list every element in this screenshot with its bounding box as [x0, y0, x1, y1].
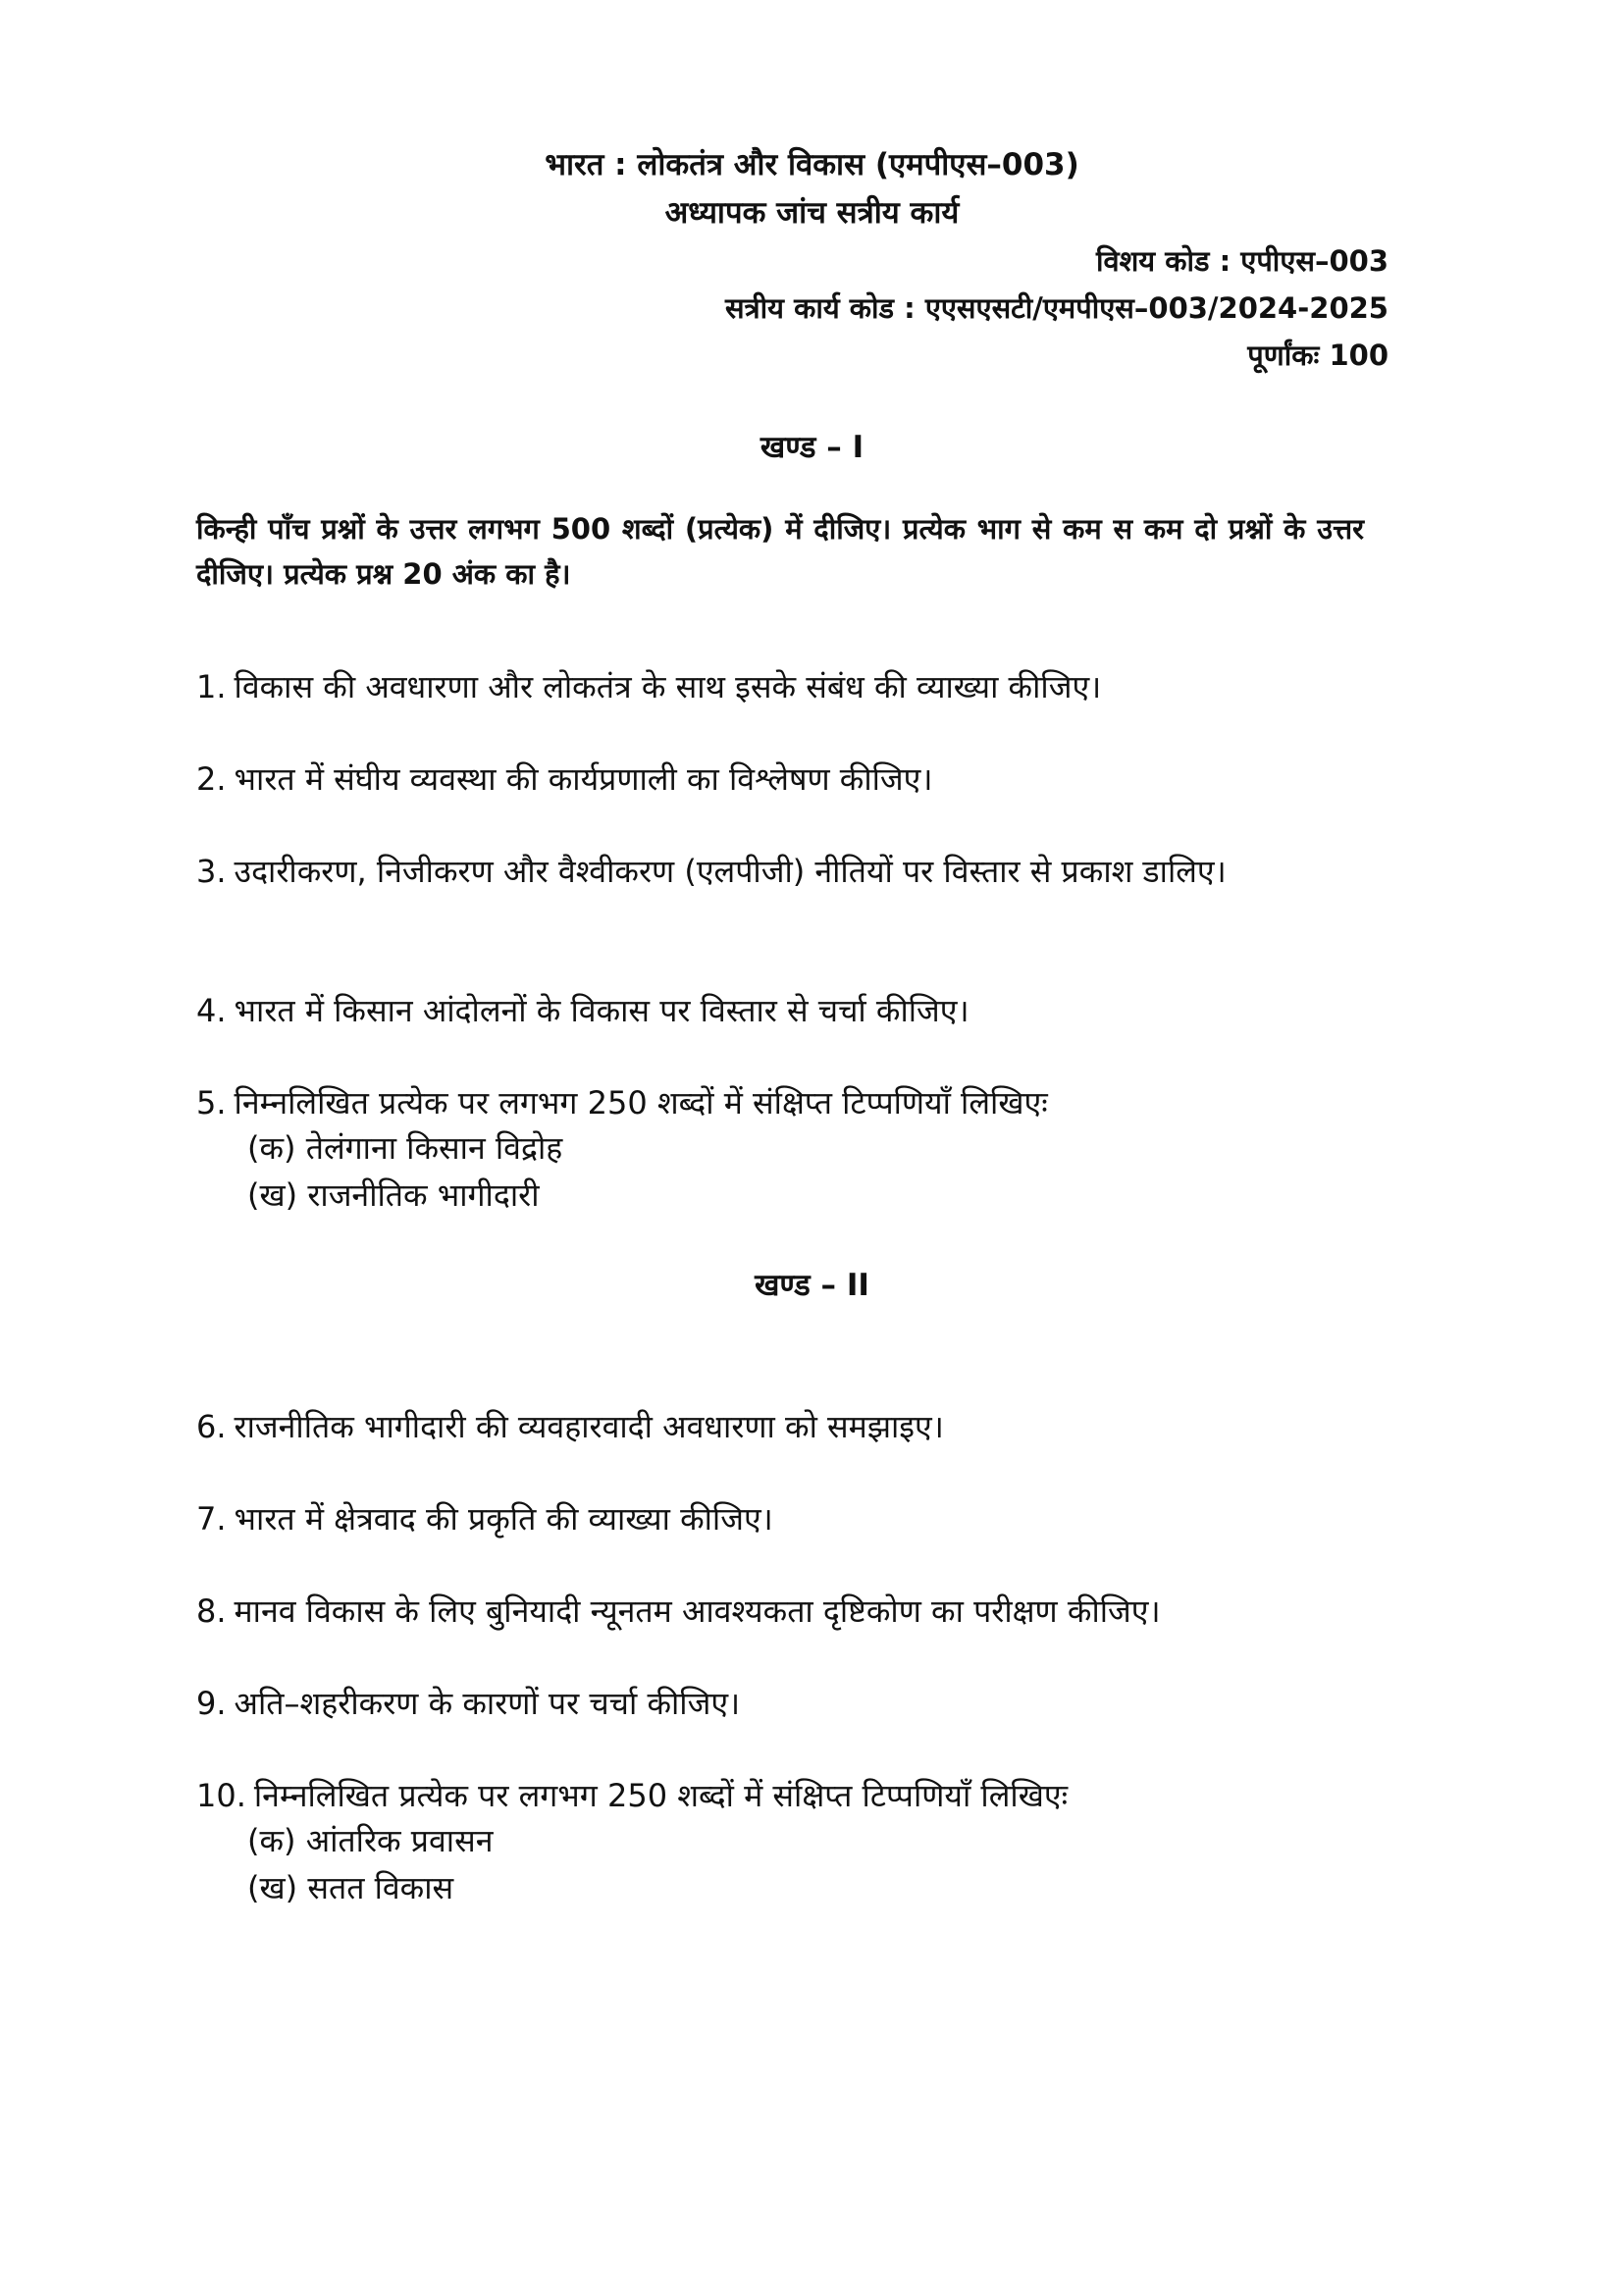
question-10: [196, 1772, 1413, 1819]
question-text: निम्नलिखित प्रत्येक पर लगभग 250 शब्दों में संक्षिप्त टिप्पणियाँ लिखिएः: [253, 1777, 1069, 1814]
question-5-part-a: (क) तेलंगाना किसान विद्रोह: [247, 1129, 563, 1167]
question-5: [196, 1079, 1413, 1126]
question-number: 6.: [196, 1408, 227, 1445]
question-10-part-a: (क) आंतरिक प्रवासन: [247, 1822, 494, 1859]
question-2: [196, 756, 1413, 803]
question-text: भारत में क्षेत्रवाद की प्रकृति की व्याख्या कीजिए।: [234, 1500, 773, 1538]
subject-code: विशय कोड : एपीएस–003: [1095, 244, 1388, 278]
question-text: भारत में किसान आंदोलनों के विकास पर विस्तार से चर्चा कीजिए।: [234, 992, 969, 1029]
question-8: [196, 1588, 1413, 1635]
question-text: भारत में संघीय व्यवस्था की कार्यप्रणाली का विश्लेषण कीजिए।: [234, 760, 933, 798]
question-9: [196, 1680, 1413, 1727]
question-4: [196, 987, 1413, 1034]
document-title: भारत : लोकतंत्र और विकास (एमपीएस–003): [545, 147, 1079, 183]
question-number: 7.: [196, 1500, 227, 1538]
question-3: [196, 848, 1364, 895]
document-subtitle: अध्यापक जांच सत्रीय कार्य: [664, 195, 960, 231]
question-number: 2.: [196, 760, 227, 798]
question-7: [196, 1495, 1413, 1542]
question-text: उदारीकरण, निजीकरण और वैश्वीकरण (एलपीजी) नीतियों पर विस्तार से प्रकाश डालिए।: [234, 853, 1227, 890]
question-number: 9.: [196, 1685, 227, 1722]
question-number: 1.: [196, 668, 227, 705]
question-text: विकास की अवधारणा और लोकतंत्र के साथ इसके संबंध की व्याख्या कीजिए।: [234, 668, 1102, 705]
question-1: [196, 663, 1413, 710]
question-text: अति–शहरीकरण के कारणों पर चर्चा कीजिए।: [234, 1685, 741, 1722]
assignment-code: सत्रीय कार्य कोड : एएसएसटी/एमपीएस–003/2024-2025: [725, 291, 1388, 325]
section-heading-1: खण्ड – I: [760, 430, 864, 465]
question-5-part-b: (ख) राजनीतिक भागीदारी: [247, 1176, 540, 1214]
section-heading-2: खण्ड – II: [755, 1268, 869, 1303]
question-text: निम्नलिखित प्रत्येक पर लगभग 250 शब्दों में संक्षिप्त टिप्पणियाँ लिखिएः: [234, 1084, 1048, 1121]
question-number: 10.: [196, 1777, 246, 1814]
question-text: राजनीतिक भागीदारी की व्यवहारवादी अवधारणा को समझाइए।: [234, 1408, 944, 1445]
instructions: किन्ही पाँच प्रश्नों के उत्तर लगभग 500 शब्दों (प्रत्येक) में दीजिए। प्रत्येक भाग से कम स कम दो प्रश्नों के उत्तर दीजिए। प्रत्येक प्रश्न 20 अंक का है।: [196, 512, 1364, 591]
question-number: 8.: [196, 1592, 227, 1630]
question-number: 5.: [196, 1084, 227, 1121]
question-10-part-b: (ख) सतत विकास: [247, 1869, 454, 1906]
question-number: 3.: [196, 853, 227, 890]
question-6: [196, 1403, 1413, 1450]
max-marks: पूर्णांकः 100: [1247, 339, 1388, 372]
question-text: मानव विकास के लिए बुनियादी न्यूनतम आवश्यकता दृष्टिकोण का परीक्षण कीजिए।: [234, 1592, 1161, 1630]
question-number: 4.: [196, 992, 227, 1029]
